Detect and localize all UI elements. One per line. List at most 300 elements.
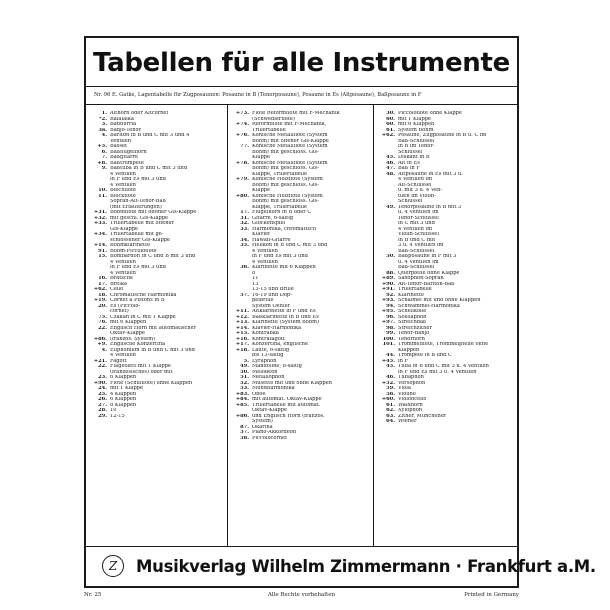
item-label: Blechflöte: [110, 188, 137, 193]
item-number: 46.: [386, 160, 395, 166]
item-label: (franzos. System): [110, 336, 156, 342]
item-number: 7.: [101, 155, 107, 160]
item-label: Oktav-Klappe: [252, 408, 287, 413]
item-label: Böhmklarinette: [110, 243, 151, 248]
item-number: 60.: [386, 122, 395, 127]
item-number: 4.: [101, 347, 107, 353]
item-label: 3 u. 4 Ventilen im: [398, 243, 444, 248]
item-label: Fagott: [110, 358, 127, 364]
item-label: Baß in F: [398, 166, 420, 171]
item-label: Banjo-Tenor: [110, 127, 142, 133]
item-label: 8 Klappen: [110, 402, 137, 408]
item-number: 28.: [98, 408, 107, 413]
item-number: +80.: [235, 193, 249, 199]
item-number: +89.: [381, 276, 395, 281]
item-label: Basset: [110, 144, 128, 149]
item-label: Violoncello: [398, 397, 427, 402]
item-number: +45.: [381, 358, 395, 364]
item-label: Chromatische Harmonika: [110, 292, 177, 298]
item-label: Baßflügelhorn: [110, 149, 147, 155]
item-label: 12-15: [110, 413, 125, 419]
item-number: +19.: [93, 298, 107, 303]
item-label: Schwammel-Harmonika: [398, 303, 460, 309]
item-number: 20.: [98, 303, 107, 309]
item-number: 9.: [101, 166, 107, 171]
column-1: [86, 105, 227, 546]
item-label: in F und Es mit 3 und: [110, 177, 166, 182]
item-label: in F und Es mit 3 und: [252, 254, 308, 259]
item-label: Baßtrompete: [110, 160, 144, 166]
item-label: Trommelflöte, Trommelpfeife ohne: [398, 342, 489, 347]
item-label: 8: [252, 270, 256, 276]
item-label: Konische Holzflöte (System: [252, 177, 323, 182]
item-number: +32.: [93, 215, 107, 221]
item-number: 26.: [98, 397, 107, 402]
item-label: Es (Piccolo-: [110, 303, 141, 309]
item-number: 22.: [98, 364, 107, 369]
divider: [86, 546, 517, 547]
item-number: +86.: [93, 336, 107, 342]
item-label: Posaune, Zugposaune in B u. C im: [398, 133, 487, 138]
item-label: 4 Ventilen im: [398, 226, 433, 232]
item-label: Helikon in B und C mit 3 und: [252, 243, 328, 248]
item-number: +15.: [235, 331, 249, 336]
item-number: 31.: [240, 215, 249, 221]
item-label: Baßtuba in B und C mit 3 und: [110, 166, 188, 171]
item-label: Trillertabelle mit offener: [110, 221, 174, 226]
item-label: Klappe, Trillertabelle: [252, 171, 308, 177]
column-2: [227, 105, 373, 546]
item-label: pelbrille: [252, 298, 274, 303]
item-label: Klappe, Trillertabelle: [252, 204, 308, 210]
item-label: in F und Es mit 3 und: [110, 265, 166, 270]
item-number: 61.: [386, 402, 395, 408]
item-number: 17.: [98, 281, 107, 287]
list-item: [90, 414, 224, 420]
item-number: 15.: [98, 254, 107, 259]
item-label: Konische Metallflöte (System: [252, 160, 328, 166]
item-number: 25.: [98, 391, 107, 397]
item-label: Trillertabelle mit automat.: [252, 402, 321, 408]
item-number: 99.: [386, 331, 395, 336]
item-label: 13: [252, 281, 259, 287]
item-number: 22.: [98, 325, 107, 331]
item-number: 77.: [240, 144, 249, 149]
item-label: mit geschl. Gis-Klappe: [110, 215, 169, 221]
item-number: +31.: [93, 210, 107, 215]
publisher-logo-icon: Z: [102, 555, 124, 577]
item-number: 57.: [240, 292, 249, 298]
item-number: 16.: [98, 276, 107, 281]
item-label: Tenor-Schlüssel: [398, 215, 439, 221]
item-label: Kontrabaß: [252, 331, 280, 336]
item-label: u. mit 3 u. 4 Ven-: [398, 188, 443, 193]
item-label: 4 Ventilen im: [398, 177, 433, 182]
item-label: System Oehler: [252, 303, 291, 309]
item-label: Violine: [398, 391, 416, 397]
item-label: Flöte (Schulflöte) ohne Klappen: [110, 380, 193, 386]
item-label: Sousaphon: [398, 314, 427, 320]
item-label: Cornet à Pistons in B: [110, 298, 165, 303]
item-label: Metallophon: [252, 375, 285, 380]
item-label: Glockenspiel: [252, 221, 286, 226]
item-number: 44.: [386, 353, 395, 358]
item-label: Tenorhorn: [398, 336, 425, 342]
item-label: Trillertabelle: [252, 127, 286, 133]
item-label: Oktav-Klappe: [110, 331, 145, 336]
item-label: Euphonium in B und C mit 3 und: [110, 347, 195, 353]
item-label: Piccolocornet: [252, 435, 288, 441]
item-number: +34.: [93, 232, 107, 237]
item-label: Klappe: [252, 188, 271, 193]
item-number: 50.: [240, 369, 249, 375]
item-label: System Böhm: [398, 127, 434, 133]
item-number: 46.: [386, 375, 395, 380]
item-label: Altklarinette in F und Es: [252, 309, 316, 314]
item-label: mit 1 Klappe: [110, 386, 143, 391]
item-label: bis 13-saitig: [252, 353, 284, 358]
item-label: Bombardon in C und B mit 3 und: [110, 254, 196, 259]
item-number: +97.: [381, 320, 395, 325]
item-number: +76.: [235, 133, 249, 138]
item-number: 34.: [240, 237, 249, 243]
item-number: +60.: [381, 397, 395, 402]
item-number: 17.: [240, 210, 249, 215]
item-label: Böhm) mit geschloss. Gis-: [252, 199, 319, 204]
item-label: Baßgitarre: [110, 155, 139, 160]
item-label: Tubaphon: [398, 375, 424, 380]
item-number: 60.: [386, 116, 395, 122]
item-number: 87.: [240, 424, 249, 430]
item-label: u. 4 Ventilen im: [398, 210, 439, 215]
item-label: Piccoloflöte ohne Klappe: [398, 111, 462, 116]
item-number: 75.: [98, 314, 107, 320]
item-number: +93.: [381, 298, 395, 303]
item-label: Querpfeife ohne Klappe: [398, 270, 460, 276]
item-number: 51.: [240, 375, 249, 380]
item-label: Xylophon: [398, 408, 423, 413]
item-label: in C mit 3 und: [398, 221, 435, 226]
item-label: Laute, 6-saitig: [252, 347, 290, 353]
item-label: (mit Erläuterungen): [110, 204, 162, 210]
item-label: in B und C mit: [398, 237, 436, 243]
item-number: 64.: [386, 419, 395, 424]
item-label: Englisch Horn mit automatischer: [110, 325, 197, 331]
item-label: Zither, Münchener: [398, 413, 447, 419]
item-number: +17.: [235, 342, 249, 347]
item-number: 100.: [382, 336, 395, 342]
item-number: +95.: [381, 309, 395, 314]
item-number: +13.: [235, 320, 249, 325]
item-number: 48.: [386, 171, 395, 177]
item-label: Cello: [110, 287, 124, 292]
item-label: Trillertabelle mit ge-: [110, 232, 164, 237]
item-label: u. 4 Ventilen im: [398, 259, 439, 265]
item-label: und Englisch Horn (franzos.: [252, 413, 325, 419]
item-label: Konische Metallflöte (System: [252, 144, 328, 149]
printed-in: Printed in Germany: [464, 592, 519, 598]
item-label: Baß-Schlüssel: [398, 138, 435, 144]
item-label: 4 Ventilen: [110, 259, 136, 265]
item-label: Vorsophon: [398, 380, 426, 386]
item-number: 94.: [386, 303, 395, 309]
item-number: +14.: [235, 325, 249, 331]
item-label: 6 Klappen: [110, 375, 137, 380]
item-number: +5.: [97, 144, 107, 149]
item-number: +12.: [235, 314, 249, 320]
item-label: 11: [252, 276, 259, 281]
item-number: +85.: [235, 402, 249, 408]
item-number: 3a.: [98, 127, 107, 133]
item-label: mit 1 Klappe: [398, 116, 431, 122]
item-label: Mundharmonika: [252, 386, 295, 391]
item-label: cornet): [110, 309, 129, 314]
item-label: Klarinette (System Böhm): [252, 320, 319, 325]
item-label: Alt-Tenor-Bariton-Baß: [398, 281, 455, 287]
item-number: +52.: [381, 380, 395, 386]
item-number: 47.: [386, 166, 395, 171]
item-label: Czakan in C mit 1 Klappe: [110, 314, 176, 320]
item-number: +90.: [93, 380, 107, 386]
item-label: Okarina: [252, 424, 273, 430]
item-number: 45.: [386, 364, 395, 369]
item-label: Böhm) mit offener Gis-Klappe: [252, 138, 329, 144]
item-number: 27.: [98, 402, 107, 408]
item-number: 5.: [243, 358, 249, 364]
item-number: +62.: [93, 287, 107, 292]
item-label: mit 6 Klappen: [398, 122, 435, 127]
item-number: +79.: [235, 177, 249, 182]
item-label: 16-19 und Dop-: [252, 292, 292, 298]
item-label: 13-15 und Brille: [252, 287, 294, 292]
item-number: 101.: [382, 342, 395, 347]
item-label: 4 Ventilen: [110, 353, 136, 358]
item-label: Konzertina, englische: [252, 342, 308, 347]
item-number: 45.: [386, 155, 395, 160]
item-number: 88.: [386, 270, 395, 276]
item-label: Bandurria: [110, 122, 137, 127]
item-label: Alt in Es: [398, 160, 420, 166]
item-number: 49.: [386, 204, 395, 210]
item-label: Piano-Akkordeon: [252, 430, 297, 435]
item-label: Trompete in B und C: [398, 353, 452, 358]
item-number: 52.: [240, 380, 249, 386]
list-item: [232, 436, 370, 442]
item-label: mit automat. Oktav-Klappe: [252, 397, 322, 402]
item-label: Schlüssel: [398, 199, 423, 204]
item-label: Tenorposaune in B mit 3: [398, 204, 462, 210]
item-label: Bariton in B und C mit 3 und 4: [110, 133, 190, 138]
item-label: Saxophon-Sopran: [398, 276, 444, 281]
item-number: 11.: [98, 193, 107, 199]
item-label: 4 Ventilen: [252, 259, 278, 265]
item-label: Schalmei mit und ohne Klappen: [398, 298, 481, 303]
item-label: Reformflöte mit F-Mechanik,: [252, 122, 327, 127]
item-label: Englische Konzertina: [110, 342, 166, 347]
item-label: Diskant in B: [398, 155, 430, 160]
item-label: Klappen: [398, 347, 420, 353]
item-label: Blockflöte: [110, 193, 136, 199]
item-label: Flöte Reformflöte mit F-Mechanik: [252, 111, 340, 116]
publisher-name: Musikverlag Wilhelm Zimmermann · Frankfurt a.M.: [136, 557, 596, 576]
item-label: Tenor-Banjo: [398, 331, 430, 336]
item-number: 92.: [386, 292, 395, 298]
item-label: Althorn oder Altcornet: [110, 111, 169, 116]
item-label: 4 Ventilen: [110, 270, 136, 276]
item-label: in F und Es mit 3 u. 4 Ventilen: [398, 369, 477, 375]
item-number: 62.: [386, 408, 395, 413]
item-number: +9.: [97, 342, 107, 347]
item-label: Balalaika: [110, 116, 134, 122]
item-label: Konische Metallflöte (System: [252, 133, 328, 138]
item-label: Harmonika, chromatisch: [252, 226, 317, 232]
item-number: *2.: [99, 116, 107, 122]
item-number: 59.: [386, 386, 395, 391]
subtitle: Nr. 96 E. Gatke, Lagentabelle für Zugposaunen: Posaune in B (Tenorposaune), Posaune in Es (Altposaune), Baßposaune in F: [94, 92, 422, 98]
item-label: Klavier-Harmonika: [252, 325, 301, 331]
item-label: Klappe: [252, 155, 271, 160]
item-label: Brelka: [110, 281, 127, 287]
item-number: +78.: [235, 160, 249, 166]
item-label: Böhm) mit geschloss. Gis-: [252, 149, 319, 155]
item-number: 18.: [98, 292, 107, 298]
item-number: 10.: [98, 188, 107, 193]
item-number: 32.: [240, 221, 249, 226]
item-number: +91.: [381, 287, 395, 292]
item-label: in F: [398, 358, 409, 364]
item-label: 4 Ventilen: [110, 182, 136, 188]
item-label: Violin-Schlüssel: [398, 232, 439, 237]
item-label: Altposaune in Es mit 3 u.: [398, 171, 463, 177]
item-number: +21.: [93, 358, 107, 364]
item-label: schlossener Gis-Klappe: [110, 237, 171, 243]
item-number: +74.: [235, 122, 249, 127]
item-number: +73.: [235, 111, 249, 116]
page-title: Tabellen für alle Instrumente: [93, 48, 510, 78]
item-label: Baß-Schlüssel: [398, 265, 435, 270]
item-label: Böhm) mit geschloss. Gis-: [252, 182, 319, 188]
item-label: Böhm) mit geschloss. Gis-: [252, 166, 319, 171]
item-label: 4 Ventilen: [110, 171, 136, 177]
item-label: Ventilen: [110, 138, 132, 144]
item-number: 30.: [386, 111, 395, 116]
item-label: Lyraphon: [252, 358, 277, 364]
item-label: Baßklarinette in B und Es: [252, 314, 319, 320]
catalog-number: Nr. 25: [84, 592, 102, 598]
publisher-footer: [86, 548, 596, 586]
item-number: +8.: [97, 160, 107, 166]
item-label: Melodeon: [252, 369, 278, 375]
item-number: +14.: [93, 243, 107, 248]
item-label: Viola: [398, 386, 411, 391]
item-number: 35.: [240, 243, 249, 248]
item-number: 6.: [101, 149, 107, 155]
item-number: 76.: [98, 320, 107, 325]
item-label: Streichzither: [398, 325, 432, 331]
item-label: Musette mit und ohne Klappen: [252, 380, 332, 386]
item-label: Kontrafagott: [252, 336, 285, 342]
item-label: 6 Klappen: [110, 397, 137, 402]
item-label: Konische Holzflöte (System: [252, 193, 323, 199]
item-label: in B im Tenor-: [398, 144, 435, 149]
item-number: +11.: [235, 309, 249, 314]
item-number: 63.: [386, 413, 395, 419]
item-label: Flageolett mit 1 Klappe: [110, 364, 171, 369]
item-number: +16.: [235, 336, 249, 342]
item-number: 29.: [98, 413, 107, 419]
item-number: 58.: [386, 391, 395, 397]
item-number: +86.: [235, 413, 249, 419]
item-label: (französisches) oder mit: [110, 369, 173, 375]
item-number: 23.: [98, 375, 107, 380]
item-label: tilen im Violin-: [398, 193, 436, 199]
item-number: 33.: [240, 226, 249, 232]
item-number: 50.: [386, 254, 395, 259]
item-number: 36.: [240, 265, 249, 270]
item-number: +62.: [381, 133, 395, 138]
item-number: 49.: [240, 364, 249, 369]
item-label: Böhmflöte mit offener Gis-Klappe: [110, 210, 197, 215]
item-label: Baßposaune in F mit 3: [398, 254, 457, 259]
item-label: 10: [110, 408, 117, 413]
item-label: Streichbaß: [398, 320, 427, 325]
item-number: 91.: [98, 248, 107, 254]
item-label: (Schwedlerflöte): [252, 116, 295, 122]
item-label: Trillertabelle: [398, 287, 432, 292]
item-number: +90.: [381, 281, 395, 287]
item-label: Schellkolle: [398, 309, 427, 314]
item-label: Baß-Schlüssel: [398, 248, 435, 254]
item-label: 4 Ventilen: [252, 248, 278, 254]
item-number: 3.: [101, 122, 107, 127]
item-label: Tuba in B und C mit 3 u. 4 Ventilen: [398, 364, 489, 369]
item-label: mit 6 Klappen: [110, 320, 147, 325]
item-label: Gitarre, 6-saitig: [252, 215, 294, 221]
item-label: Bratsche: [110, 276, 134, 281]
list-item: [378, 419, 514, 425]
item-label: Klavier: [252, 232, 271, 237]
bottom-line: [84, 592, 519, 602]
column-3: [373, 105, 517, 546]
page-frame: [84, 36, 596, 588]
item-number: +83.: [235, 391, 249, 397]
item-label: Alt-Schlüssel: [398, 182, 432, 188]
item-label: Hawaii-Gitarre: [252, 237, 291, 243]
item-number: 1.: [101, 111, 107, 116]
item-number: 58.: [240, 435, 249, 441]
item-label: System): [252, 419, 273, 424]
item-number: +33.: [93, 221, 107, 226]
item-label: 4 Klappen: [110, 391, 137, 397]
divider: [86, 86, 517, 87]
item-number: 24.: [98, 386, 107, 391]
item-label: Oboe: [252, 391, 266, 397]
item-label: Gis-Klappe: [110, 226, 139, 232]
item-label: Klarinette: [398, 292, 424, 298]
item-number: 53.: [240, 386, 249, 391]
item-label: Klarinette mit 6 Klappen: [252, 265, 316, 270]
item-label: Waldhorn: [398, 402, 423, 408]
item-label: Schlüssel: [398, 149, 423, 155]
item-label: Wiener: [398, 419, 417, 424]
rights-notice: Alle Rechte vorbehalten: [267, 592, 336, 598]
item-label: Böhm-Piccoloflöte: [110, 248, 157, 254]
item-number: 98.: [386, 325, 395, 331]
item-number: 4.: [101, 133, 107, 138]
item-label: Mandoline, 8-saitig: [252, 364, 302, 369]
item-number: +84.: [235, 397, 249, 402]
item-number: +18.: [235, 347, 249, 353]
